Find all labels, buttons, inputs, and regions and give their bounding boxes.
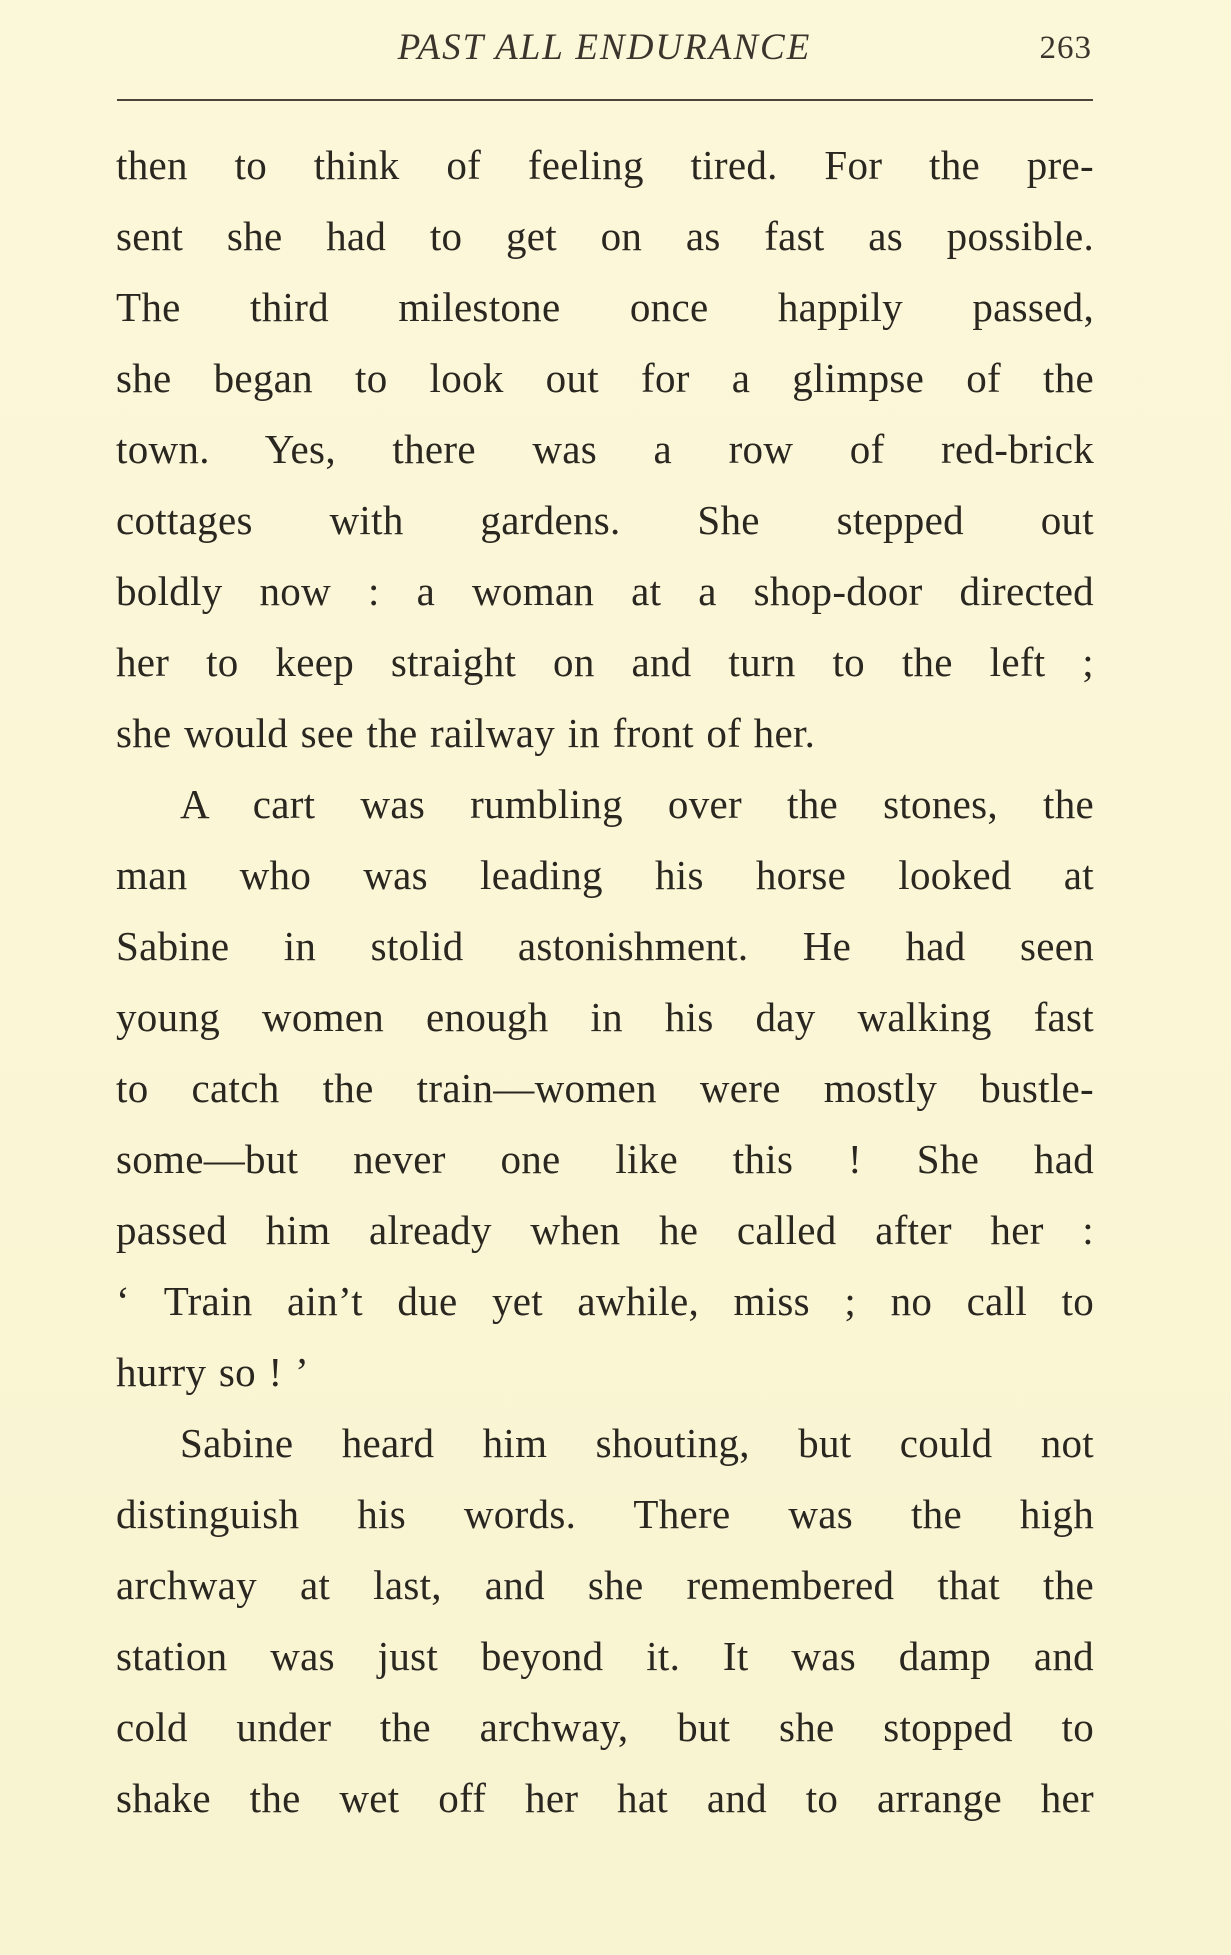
text-line: archway at last, and she remembered that the [116,1562,1094,1608]
text-line: Sabine in stolid astonishment. He had seen [116,923,1094,969]
paragraph-start-line: A cart was rumbling over the stones, the [180,781,1094,827]
text-line: distinguish his words. There was the high [116,1491,1094,1537]
text-line: hurry so ! ’ [116,1349,309,1395]
text-line: her to keep straight on and turn to the left ; [116,639,1094,685]
text-line: boldly now : a woman at a shop-door directed [116,568,1094,614]
text-line: then to think of feeling tired. For the pre- [116,142,1094,188]
paragraph-start-line: Sabine heard him shouting, but could not [180,1420,1094,1466]
text-line: she began to look out for a glimpse of the [116,355,1094,401]
text-line: ‘ Train ain’t due yet awhile, miss ; no call to [116,1278,1094,1324]
text-line: she would see the railway in front of her. [116,710,816,756]
text-line: young women enough in his day walking fast [116,994,1094,1040]
body-text [116,134,1094,1838]
text-line: man who was leading his horse looked at [116,852,1094,898]
text-line: to catch the train—women were mostly bustle- [116,1065,1094,1111]
text-line: The third milestone once happily passed, [116,284,1094,330]
running-title: PAST ALL ENDURANCE [397,27,812,68]
text-line: passed him already when he called after her : [116,1207,1094,1253]
text-line: town. Yes, there was a row of red-brick [116,426,1094,472]
text-line: shake the wet off her hat and to arrange her [116,1775,1094,1821]
header-rule [117,99,1093,101]
page-header [117,26,1092,76]
text-line: station was just beyond it. It was damp and [116,1633,1094,1679]
text-line: some—but never one like this ! She had [116,1136,1094,1182]
text-line: sent she had to get on as fast as possible. [116,213,1094,259]
text-line: cold under the archway, but she stopped to [116,1704,1094,1750]
text-line: cottages with gardens. She stepped out [116,497,1094,543]
page-number: 263 [1039,30,1092,66]
